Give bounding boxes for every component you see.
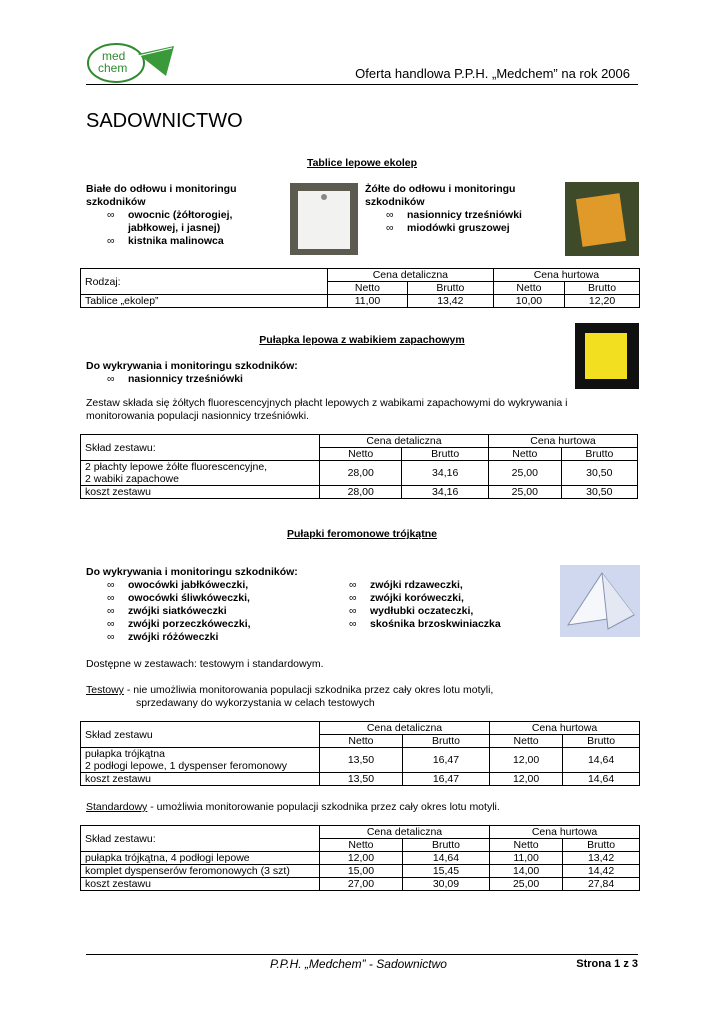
white-trap-label: Białe do odłowu i monitoringu szkodników [86, 183, 237, 208]
feromon-block-right [328, 579, 548, 631]
list-item: ∞ wydłubki oczateczki, [349, 605, 474, 617]
ekolep-price-table: Rodzaj: Cena detaliczna Cena hurtowa Netto Brutto Netto Brutto Tablice „ekolep” 11,00 13,42 10,00 12,20 [80, 268, 640, 308]
footer-divider [86, 954, 638, 955]
table-row: 2 płachty lepowe żółte fluorescencyjne, 2 wabiki zapachowe 28,00 34,16 25,00 30,50 [81, 461, 638, 486]
lepowa-description: Zestaw składa się żółtych fluorescencyjnych płacht lepowych z wabikami zapachowymi do wykrywania i monitorowania populacji nasionnicy trześniówki. [86, 397, 568, 422]
yellow-trap-photo [565, 182, 639, 256]
wholesale-header: Cena hurtowa [493, 269, 639, 282]
table-row: komplet dyspenserów feromonowych (3 szt) 15,00 15,45 14,00 14,42 [81, 865, 640, 878]
feromon-block-left: Do wykrywania i monitoringu szkodników: ∞ owocówki jabłkóweczki, ∞ owocówki śliwkóweczki, ∞ zwójki siatkóweczki ∞ zwójki porzeczkóweczki, ∞ zwójki różóweczki [86, 566, 346, 644]
list-item: ∞ miodówki gruszowej [386, 222, 510, 234]
col-header: Rodzaj: [81, 269, 328, 295]
list-item: ∞ nasionnicy trześniówki [107, 373, 243, 385]
white-trap-photo [290, 183, 358, 255]
triangle-trap-photo [560, 565, 640, 637]
page-title: SADOWNICTWO [86, 110, 243, 132]
list-item: ∞ owocnic (żółtorogiej, jabłkowej, i jasnej) [107, 209, 233, 234]
table-row: pułapka trójkątna, 4 podłogi lepowe 12,00 14,64 11,00 13,42 [81, 852, 640, 865]
section-title-feromonowe: Pułapki feromonowe trójkątne [287, 528, 437, 540]
page-number: Strona 1 z 3 [576, 958, 638, 970]
testowy-price-table: Skład zestawu Cena detaliczna Cena hurtowa Netto Brutto Netto Brutto pułapka trójkątna 2 podłogi lepowe, 1 dyspenser feromonowy 13,50 16,47 12,00 14,64 koszt zestawu 13,50 16,47 12,00 14,64 [80, 721, 640, 786]
section-title-lepowa: Pułapka lepowa z wabikiem zapachowym [259, 334, 465, 346]
list-item: ∞ owocówki śliwkóweczki, [107, 592, 250, 604]
yellow-trap-label: Żółte do odłowu i monitoringu szkodników [365, 183, 516, 208]
retail-header: Cena detaliczna [328, 269, 494, 282]
table-row: koszt zestawu 28,00 34,16 25,00 30,50 [81, 486, 638, 499]
lepowa-block: Do wykrywania i monitoringu szkodników: ∞ nasionnicy trześniówki [86, 360, 486, 386]
list-item: ∞ nasionnicy trześniówki [386, 209, 522, 221]
table-row: koszt zestawu 27,00 30,09 25,00 27,84 [81, 878, 640, 891]
list-item: ∞ zwójki porzeczkóweczki, [107, 618, 251, 630]
white-trap-block [86, 183, 266, 248]
section-title-ekolep: Tablice lepowe ekolep [306, 157, 418, 169]
header-title: Oferta handlowa P.P.H. „Medchem” na rok 2006 [355, 66, 630, 81]
footer-title: P.P.H. „Medchem” - Sadownictwo [270, 957, 447, 971]
table-row: koszt zestawu 13,50 16,47 12,00 14,64 [81, 773, 640, 786]
standard-price-table: Skład zestawu: Cena detaliczna Cena hurtowa Netto Brutto Netto Brutto pułapka trójkątna, 4 podłogi lepowe 12,00 14,64 11,00 13,42 komplet dyspenserów feromonowych (3 szt) 15,00 15,45 14,00 14,42 koszt zestawu 27,00 30,09 25,00 27,84 [80, 825, 640, 891]
list-item: ∞ kistnika malinowca [107, 235, 224, 247]
table-row: Tablice „ekolep” 11,00 13,42 10,00 12,20 [81, 295, 640, 308]
testowy-note: Testowy - nie umożliwia monitorowania populacji szkodnika przez cały okres lotu motyli, sprzedawany do wykorzystania w celach testowych [86, 684, 494, 709]
list-item: ∞ zwójki koróweczki, [349, 592, 464, 604]
standard-note: Standardowy - umożliwia monitorowanie populacji szkodnika przez cały okres lotu motyli. [86, 801, 500, 813]
sticky-trap-photo [575, 323, 639, 389]
table-row: pułapka trójkątna 2 podłogi lepowe, 1 dyspenser feromonowy 13,50 16,47 12,00 14,64 [81, 748, 640, 773]
list-item: ∞ zwójki siatkóweczki [107, 605, 227, 617]
logo-text-bottom: chem [98, 61, 128, 75]
list-item: ∞ skośnika brzoskwiniaczka [349, 618, 501, 630]
available-note: Dostępne w zestawach: testowym i standardowym. [86, 658, 324, 670]
yellow-trap-block [365, 183, 545, 235]
logo-text-top: med [102, 49, 126, 63]
list-item: ∞ zwójki różóweczki [107, 631, 219, 643]
lepowa-price-table: Skład zestawu: Cena detaliczna Cena hurtowa Netto Brutto Netto Brutto 2 płachty lepowe żółte fluorescencyjne, 2 wabiki zapachowe 28,00 34,16 25,00 30,50 koszt zestawu 28,00 34,16 25,00 30,50 [80, 434, 638, 499]
company-logo [86, 42, 178, 84]
header-divider [86, 84, 638, 85]
list-item: ∞ owocówki jabłkóweczki, [107, 579, 249, 591]
list-item: ∞ zwójki rdzaweczki, [349, 579, 463, 591]
